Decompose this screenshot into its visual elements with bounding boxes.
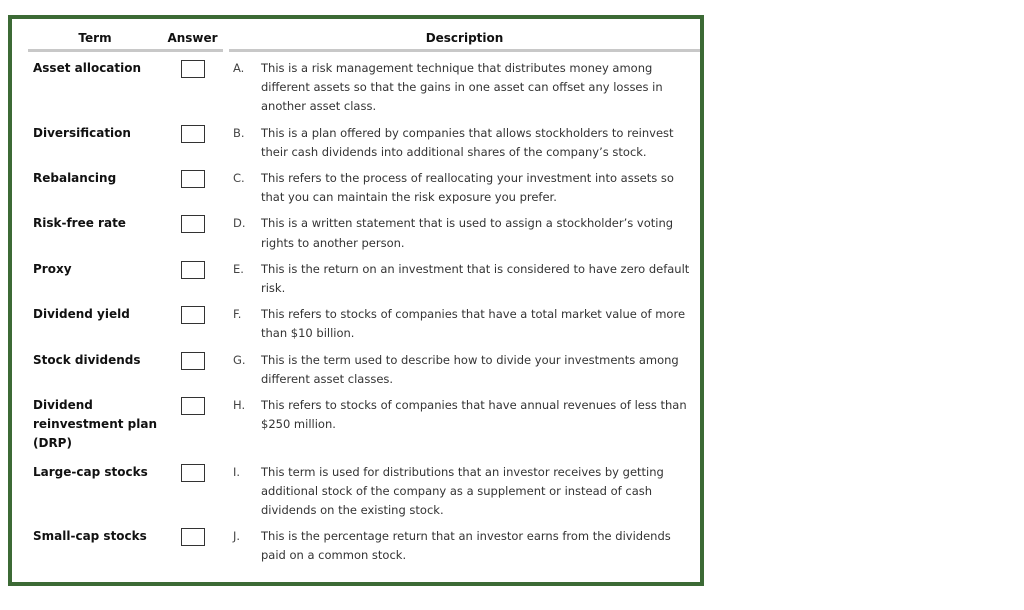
- table-row: [28, 304, 700, 349]
- answer-input-box[interactable]: [181, 60, 205, 78]
- description-text: This is the percentage return that an investor earns from the dividends paid on a common stock.: [261, 529, 671, 563]
- answer-input-box[interactable]: [181, 352, 205, 370]
- description-letter: H.: [233, 398, 246, 413]
- description-text: This is a written statement that is used to assign a stockholder’s voting rights to another person.: [261, 216, 674, 250]
- table-row: [28, 395, 700, 462]
- description-letter: D.: [233, 216, 246, 231]
- term-label: Stock dividends: [33, 352, 141, 367]
- description-text: This term is used for distributions that an investor receives by getting additional stock of the company as a supplement or instead of cash dividends on the existing stock.: [261, 464, 664, 518]
- answer-input-box[interactable]: [181, 261, 205, 279]
- term-label: Large-cap stocks: [33, 464, 148, 479]
- table-row: [28, 123, 700, 168]
- answer-input-box[interactable]: [181, 397, 205, 415]
- table-row: [28, 462, 700, 527]
- matching-rows: [28, 58, 700, 572]
- description-letter: C.: [233, 171, 245, 186]
- answer-cell: [162, 58, 223, 123]
- description-text: This is a plan offered by companies that allows stockholders to reinvest their cash dividends into additional shares of the company’s stock.: [261, 125, 674, 159]
- description-letter: J.: [233, 529, 241, 544]
- table-row: [28, 526, 700, 571]
- answer-cell: [162, 123, 223, 168]
- description-letter: E.: [233, 261, 244, 276]
- term-label: Dividend reinvestment plan (DRP): [33, 398, 157, 451]
- term-label: Asset allocation: [33, 61, 142, 75]
- answer-input-box[interactable]: [181, 306, 205, 324]
- matching-table: [28, 29, 700, 572]
- header-description: Description: [229, 29, 700, 51]
- table-row: [28, 259, 700, 304]
- description-text: This is a risk management technique that distributes money among different assets so that the gains in one asset can offset any losses in another asset class.: [261, 61, 663, 114]
- table-row: [28, 58, 700, 123]
- answer-input-box[interactable]: [181, 215, 205, 233]
- answer-input-box[interactable]: [181, 125, 205, 143]
- answer-cell: [162, 350, 223, 395]
- answer-cell: [162, 213, 223, 258]
- description-text: This is the return on an investment that is considered to have zero default risk.: [261, 261, 690, 296]
- answer-cell: [162, 395, 223, 462]
- answer-cell: [162, 304, 223, 349]
- header-answer: Answer: [162, 29, 223, 51]
- term-label: Diversification: [33, 125, 131, 140]
- term-label: Dividend yield: [33, 307, 130, 322]
- answer-input-box[interactable]: [181, 170, 205, 188]
- term-label: Proxy: [33, 261, 72, 276]
- description-text: This refers to the process of reallocating your investment into assets so that you can maintain the risk exposure you prefer.: [261, 171, 674, 205]
- header-term: Term: [28, 29, 162, 51]
- description-letter: B.: [233, 125, 245, 140]
- description-letter: F.: [233, 307, 242, 322]
- description-text: This is the term used to describe how to divide your investments among different asset classes.: [261, 352, 679, 386]
- table-row: [28, 168, 700, 213]
- answer-cell: [162, 168, 223, 213]
- table-row: [28, 213, 700, 258]
- term-label: Small-cap stocks: [33, 529, 147, 544]
- table-row: [28, 350, 700, 395]
- description-text: This refers to stocks of companies that have annual revenues of less than $250 million.: [261, 398, 687, 432]
- term-label: Rebalancing: [33, 171, 117, 186]
- answer-cell: [162, 259, 223, 304]
- answer-input-box[interactable]: [181, 464, 205, 482]
- answer-cell: [162, 462, 223, 527]
- answer-input-box[interactable]: [181, 528, 205, 546]
- description-text: This refers to stocks of companies that have a total market value of more than $10 billion.: [261, 307, 686, 341]
- description-letter: A.: [233, 61, 245, 75]
- term-label: Risk-free rate: [33, 216, 126, 231]
- answer-cell: [162, 526, 223, 571]
- description-letter: G.: [233, 352, 246, 367]
- description-letter: I.: [233, 464, 241, 479]
- matching-exercise-frame: [8, 15, 704, 586]
- header-row: [28, 29, 700, 51]
